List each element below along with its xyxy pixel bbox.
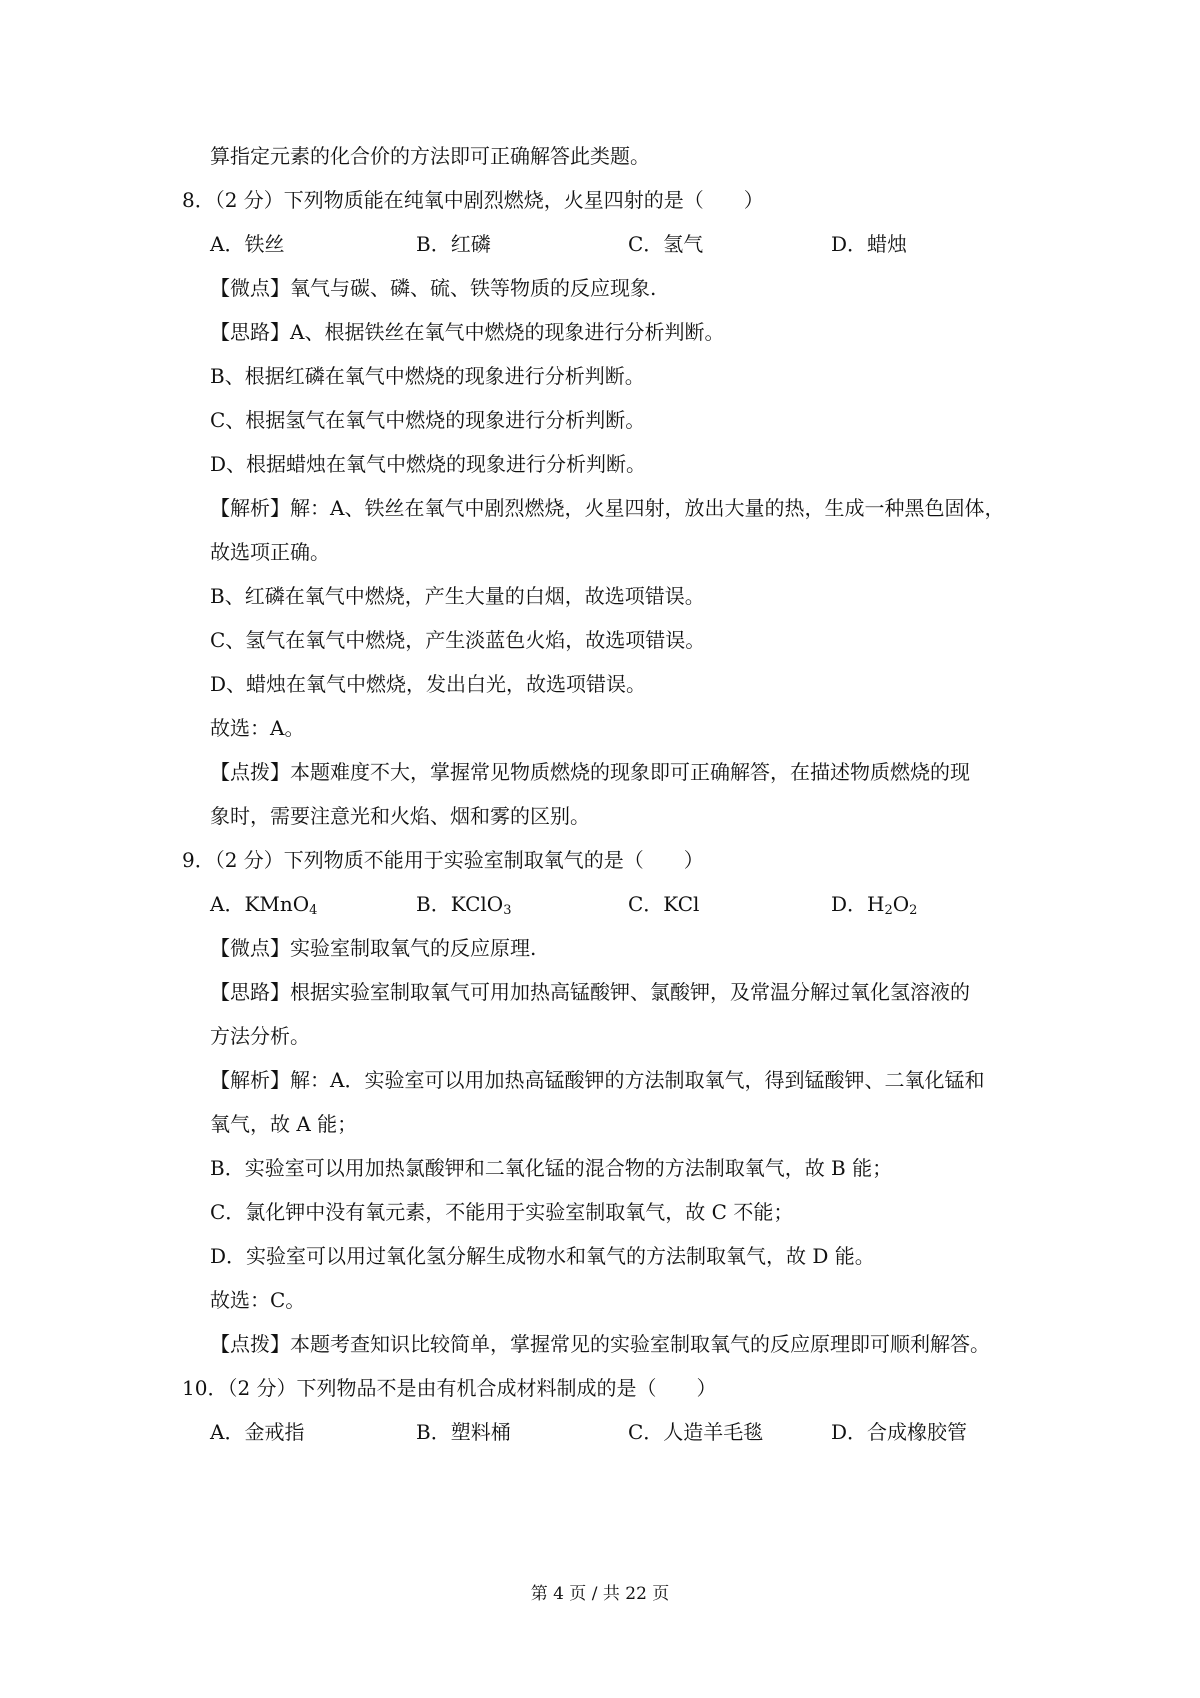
q8-analysis-line: D、蜡烛在氧气中燃烧，发出白光，故选项错误。 [210, 672, 647, 696]
q8-analysis-line: C、氢气在氧气中燃烧，产生淡蓝色火焰，故选项错误。 [210, 628, 706, 652]
q8-option-b: B．红磷 [416, 232, 491, 256]
q8-answer: 故选：A。 [210, 716, 305, 740]
q10-option-a: A．金戒指 [210, 1420, 305, 1444]
q9-analysis-line: C．氯化钾中没有氧元素，不能用于实验室制取氧气，故 C 不能； [210, 1200, 794, 1224]
q8-approach-line: 【思路】A、根据铁丝在氧气中燃烧的现象进行分析判断。 [210, 320, 725, 344]
q8-comment-line: 【点拨】本题难度不大，掌握常见物质燃烧的现象即可正确解答，在描述物质燃烧的现 [210, 760, 970, 784]
question-10: 10．（2 分）下列物品不是由有机合成材料制成的是（ ） [182, 1376, 717, 1400]
q8-approach-line: C、根据氢气在氧气中燃烧的现象进行分析判断。 [210, 408, 646, 432]
q9-analysis-line: 氧气，故 A 能； [210, 1112, 358, 1136]
q9-approach-line: 方法分析。 [210, 1024, 310, 1048]
q8-analysis-line: 故选项正确。 [210, 540, 330, 564]
q8-option-d: D．蜡烛 [831, 232, 908, 256]
q9-option-a: A．KMnO$_4$ [210, 892, 318, 918]
q8-analysis-line: 【解析】解：A、铁丝在氧气中剧烈燃烧，火星四射，放出大量的热，生成一种黑色固体， [210, 496, 1005, 520]
q9-option-d: D．$H_2O_2$ [831, 892, 918, 918]
q9-approach-line: 【思路】根据实验室制取氧气可用加热高锰酸钾、氯酸钾，及常温分解过氧化氢溶液的 [210, 980, 970, 1004]
q8-option-c: C．氢气 [628, 232, 704, 256]
q9-comment: 【点拨】本题考查知识比较简单，掌握常见的实验室制取氧气的反应原理即可顺利解答。 [210, 1332, 990, 1356]
question-8: 8．（2 分）下列物质能在纯氧中剧烈燃烧，火星四射的是（ ） [182, 188, 764, 212]
q8-analysis-line: B、红磷在氧气中燃烧，产生大量的白烟，故选项错误。 [210, 584, 705, 608]
q9-analysis-line: 【解析】解：A．实验室可以用加热高锰酸钾的方法制取氧气，得到锰酸钾、二氧化锰和 [210, 1068, 985, 1092]
q9-key-point: 【微点】实验室制取氧气的反应原理. [210, 936, 537, 960]
q10-option-c: C．人造羊毛毯 [628, 1420, 764, 1444]
q9-answer: 故选：C。 [210, 1288, 306, 1312]
q8-approach-line: D、根据蜡烛在氧气中燃烧的现象进行分析判断。 [210, 452, 647, 476]
q9-option-c: C．KCl [628, 892, 700, 916]
q9-analysis-line: B．实验室可以用加热氯酸钾和二氧化锰的混合物的方法制取氧气，故 B 能； [210, 1156, 893, 1180]
q9-option-b: B．KClO$_3$ [416, 892, 512, 918]
text-line: 算指定元素的化合价的方法即可正确解答此类题。 [210, 144, 650, 168]
question-9: 9．（2 分）下列物质不能用于实验室制取氧气的是（ ） [182, 848, 704, 872]
page-footer: 第 4 页 / 共 22 页 [530, 1584, 670, 1604]
q8-key-point: 【微点】氧气与碳、磷、硫、铁等物质的反应现象. [210, 276, 657, 300]
q8-comment-line: 象时，需要注意光和火焰、烟和雾的区别。 [210, 804, 590, 828]
q8-option-a: A．铁丝 [210, 232, 285, 256]
q10-option-b: B．塑料桶 [416, 1420, 511, 1444]
q9-analysis-line: D．实验室可以用过氧化氢分解生成物水和氧气的方法制取氧气，故 D 能。 [210, 1244, 875, 1268]
q10-option-d: D．合成橡胶管 [831, 1420, 968, 1444]
q8-approach-line: B、根据红磷在氧气中燃烧的现象进行分析判断。 [210, 364, 645, 388]
